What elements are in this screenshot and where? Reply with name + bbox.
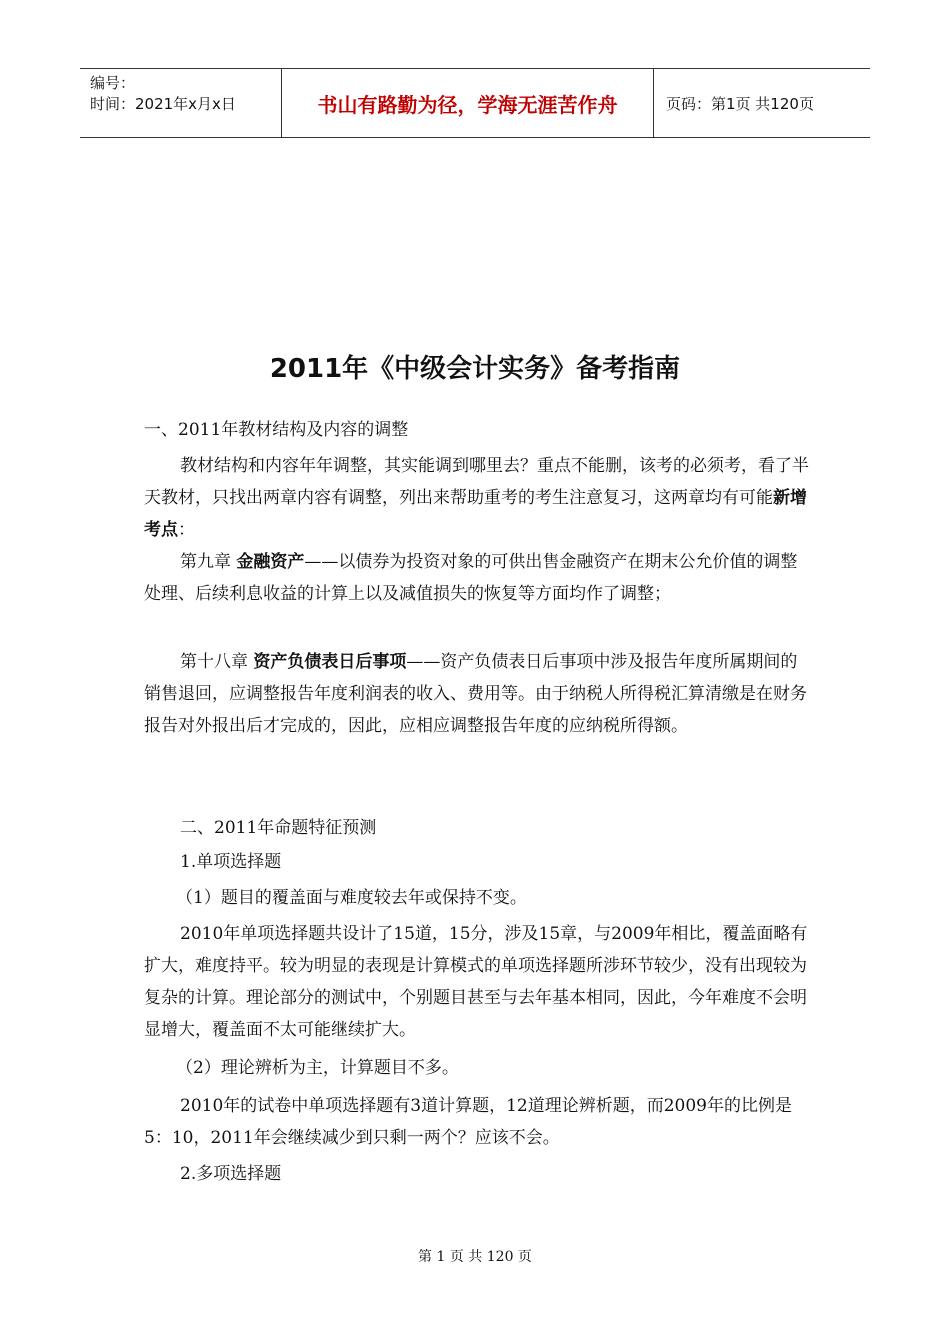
single-choice-point1: （1）题目的覆盖面与难度较去年或保持不变。 — [176, 888, 527, 908]
chapter18-title: 资产负债表日后事项 — [253, 652, 407, 672]
single-choice-para2: 2010年的试卷中单项选择题有3道计算题，12道理论辨析题，而2009年的比例是5：10，2011年会继续减少到只剩一两个？应该不会。 — [144, 1096, 792, 1148]
multiple-choice-heading: 2.多项选择题 — [180, 1164, 282, 1184]
section2-heading: 二、2011年命题特征预测 — [180, 818, 377, 838]
intro-text: 教材结构和内容年年调整，其实能调到哪里去？重点不能删，该考的必须考，看了半天教材，只找出两章内容有调整，列出来帮助重考的考生注意复习，这两章均有可能 — [144, 456, 809, 508]
page-header — [80, 68, 870, 138]
chapter9-prefix: 第九章 — [180, 552, 237, 572]
single-choice-point2: （2）理论辨析为主，计算题目不多。 — [176, 1058, 459, 1078]
document-time-label: 时间：2021年x月x日 — [90, 95, 236, 113]
header-meta — [80, 69, 282, 137]
chapter18-paragraph — [144, 646, 814, 742]
single-choice-heading: 1.单项选择题 — [180, 852, 282, 872]
document-title: 2011年《中级会计实务》备考指南 — [269, 354, 681, 384]
section1-heading: 一、2011年教材结构及内容的调整 — [144, 420, 409, 440]
intro-end: ： — [178, 520, 195, 540]
intro-bold: 新增考点 — [144, 488, 807, 540]
header-motto: 书山有路勤为径，学海无涯苦作舟 — [282, 69, 654, 137]
chapter9-paragraph — [144, 546, 814, 610]
chapter9-title: 金融资产 — [236, 552, 305, 572]
chapter18-prefix: 第十八章 — [180, 652, 254, 672]
chapter18-text: ——资产负债表日后事项中涉及报告年度所属期间的销售退回，应调整报告年度利润表的收入、费用等。由于纳税人所得税汇算清缴是在财务报告对外报出后才完成的，因此，应相应调整报告年度的应纳税所得额。 — [144, 652, 807, 736]
header-page-info: 页码：第1页 共120页 — [666, 94, 814, 113]
section1-intro — [144, 450, 814, 546]
page-footer: 第 1 页 共 120 页 — [418, 1249, 532, 1265]
single-choice-para1: 2010年单项选择题共设计了15道，15分，涉及15章，与2009年相比，覆盖面略有扩大，难度持平。较为明显的表现是计算模式的单项选择题所涉环节较少，没有出现较为复杂的计算。理论部分的测试中，个别题目甚至与去年基本相同，因此，今年难度不会明显增大，覆盖面不太可能继续扩大。 — [144, 924, 808, 1040]
chapter9-text: ——以债券为投资对象的可供出售金融资产在期末公允价值的调整处理、后续利息收益的计算上以及减值损失的恢复等方面均作了调整； — [144, 552, 798, 604]
document-number-label: 编号： — [90, 74, 136, 92]
